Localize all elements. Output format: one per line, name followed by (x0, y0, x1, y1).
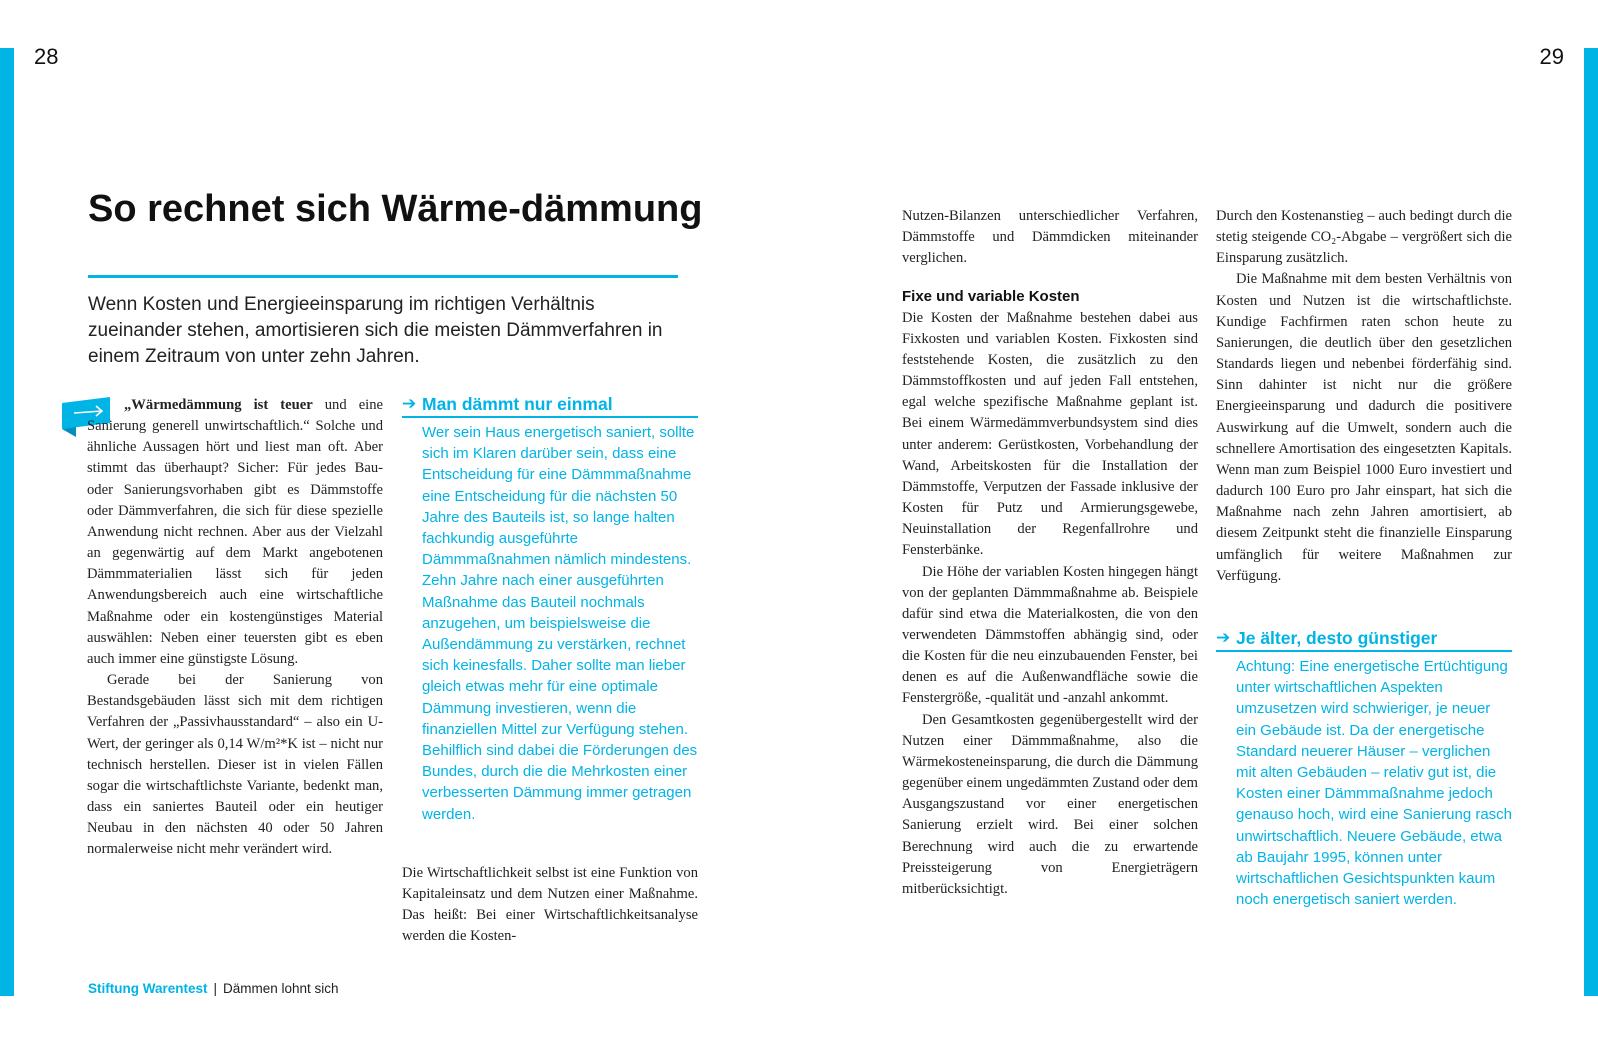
arrow-right-icon: ➔ (1216, 628, 1231, 648)
left-accent-bar (0, 48, 14, 996)
paragraph: Die Höhe der variablen Kosten hingegen hängt von der geplanten Dämmmaßnahme ab. Beispiele dafür sind etwa die Materialkosten, die von den verwendeten Dämmstoffen abhängig sind, oder die Kosten für die neu einzubauenden Fenster, bei denen es auf die Außenwandfläche sowie die Fenstergröße, -qualität und -anzahl ankommt. (902, 563, 1198, 707)
column-4 (1216, 206, 1512, 587)
intro-paragraph (87, 395, 383, 670)
paragraph: Die Kosten der Maßnahme bestehen dabei aus Fixkosten und variablen Kosten. Fixkosten sind feststehende Kosten, die zusätzlich zu den Dämmstoffkosten und auf jeden Fall entstehen, egal welche spezifische Maßnahme geplant ist. Bei einem Wärmedämmverbundsystem sind dies unter anderem: Gerüstkosten, Vorbehandlung der Wand, Arbeitskosten für die Installation der Dämmstoffe, Verputzen der Fassade inklusive der Kosten für Putz und Armierungsgewebe, Neuinstallation der Regenfallrohre und Fensterbänke. (902, 309, 1198, 559)
page-footer (88, 981, 339, 996)
info-box-je-aelter-desto-guenstiger (1216, 627, 1512, 910)
column-1 (87, 395, 383, 860)
info-box-text: Achtung: Eine energetische Ertüchtigung unter wirtschaftlichen Aspekten umzusetzen wird schwieriger, je neuer ein Gebäude ist. Da der energetische Standard neuerer Häuser – verglichen mit alten Gebäuden – relativ gut ist, die Kosten einer Dämmmaßnahme jedoch genauso hoch, wird eine Sanierung rasch unwirtschaftlich. Neuere Gebäude, etwa ab Baujahr 1995, können unter wirtschaftlichen Gesichtspunkten kaum noch energetisch saniert werden. (1236, 658, 1513, 909)
page-number-left: 28 (34, 44, 59, 69)
arrow-right-icon: ➔ (402, 394, 417, 414)
paragraph: Durch den Kostenanstieg – auch bedingt durch die stetig steigende CO₂-Abgabe – vergrößert sich die Einsparung zusätzlich. (1216, 208, 1512, 267)
page-number-right: 29 (1539, 44, 1564, 69)
title-underline (88, 275, 678, 278)
footer-separator: | (213, 981, 218, 996)
info-box-man-daemmt-nur-einmal (402, 393, 698, 825)
intro-paragraph-text: und eine Sanierung generell unwirtschaftlich.“ Solche und ähnliche Aussagen hört und liest man oft. Aber stimmt das überhaupt? Sicher: Für jedes Bau- oder Sanierungsvorhaben gibt es Dämmstoffe oder Dämmverfahren, die sich für diese spezielle Anwendung nicht rechnen. Aber aus der Vielzahl an gegenwärtig auf dem Markt angebotenen Dämmmaterialien lässt sich für jeden Anwendungsbereich auch eine wirtschaftliche Maßnahme oder ein kostengünstiges Material auswählen: Neben einer teuersten gibt es eben auch immer eine günstigste Lösung. (87, 397, 384, 667)
lead-paragraph: Wenn Kosten und Energieeinsparung im richtigen Verhältnis zueinander stehen, amortisieren sich die meisten Dämmverfahren in einem Zeitraum von unter zehn Jahren. (88, 294, 663, 367)
column-3 (902, 206, 1198, 900)
footer-book-title: Dämmen lohnt sich (223, 981, 339, 996)
paragraph: Gerade bei der Sanierung von Bestandsgebäuden lässt sich mit dem richtigen Verfahren der „Passivhausstandard“ – also ein U-Wert, der geringer als 0,14 W/m²*K ist – nicht nur technisch herstellen. Dieser ist in vielen Fällen sogar die wirtschaftlichste Variante, bedenkt man, dass ein saniertes Bauteil oder ein heutiger Neubau in den nächsten 40 oder 50 Jahren normalerweise nicht mehr verändert wird. (87, 672, 383, 858)
paragraph: Die Wirtschaftlichkeit selbst ist eine Funktion von Kapitaleinsatz und dem Nutzen einer Maßnahme. Das heißt: Bei einer Wirtschaftlichkeitsanalyse werden die Kosten- (402, 865, 698, 945)
paragraph: Den Gesamtkosten gegenübergestellt wird der Nutzen einer Dämmmaßnahme, also die Wärmekosteneinsparung, die durch die Dämmung gegenüber einem ungedämmten Zustand oder dem Ausgangszustand vor einer energetischen Sanierung erzielt wird. Bei einer solchen Berechnung wird auch die zu erwartende Preissteigerung von Energieträgern mitberücksichtigt. (902, 711, 1198, 897)
paragraph: Die Maßnahme mit dem besten Verhältnis von Kosten und Nutzen ist die wirtschaftlichste. Kundige Fachfirmen raten schon heute zu Sanierungen, die deutlich über den gesetzlichen Standards liegen und nebenbei förderfähig sind. Sinn dahinter ist nicht nur die größere Energieeinsparung und dadurch die positivere Auswirkung auf die Umwelt, sondern auch die schnellere Amortisation des eingesetzten Kapitals. Wenn man zum Beispiel 1000 Euro investiert und dadurch 100 Euro pro Jahr einspart, hat sich die Maßnahme nach zehn Jahren amortisiert, ab diesem Zeitpunkt steht die finanzielle Einsparung umfänglich für weitere Maßnahmen zur Verfügung. (1216, 271, 1512, 584)
info-box-header (402, 393, 698, 418)
info-box-title: Je älter, desto günstiger (1236, 628, 1438, 648)
column-2 (402, 863, 698, 948)
intro-quote: „Wärmedämmung ist teuer (124, 397, 313, 413)
section-heading: Fixe und variable Kosten (902, 288, 1080, 306)
paragraph: Nutzen-Bilanzen unterschiedlicher Verfahren, Dämmstoffe und Dämmdicken miteinander verglichen. (902, 208, 1198, 267)
footer-brand: Stiftung Warentest (88, 981, 208, 996)
info-box-header (1216, 627, 1512, 652)
info-box-title: Man dämmt nur einmal (422, 394, 613, 414)
right-accent-bar (1584, 48, 1598, 996)
info-box-text: Wer sein Haus energetisch saniert, sollte sich im Klaren darüber sein, dass eine Entscheidung für eine Dämmmaßnahme eine Entscheidung für die nächsten 50 Jahre des Bauteils ist, so lange halten fachkundig ausgeführte Dämmmaßnahmen nämlich mindestens. Zehn Jahre nach einer ausgeführten Maßnahme das Bauteil nochmals anzugehen, um beispielsweise die Außendämmung zu verstärken, rechnet sich keinesfalls. Daher sollte man lieber gleich etwas mehr für eine optimale Dämmung investieren, wenn die finanziellen Mittel zur Verfügung stehen. Behilflich sind dabei die Förderungen des Bundes, durch die die Mehrkosten einer verbesserten Dämmung immer getragen werden. (422, 424, 698, 823)
page-title: So rechnet sich Wärme-dämmung (88, 188, 703, 230)
